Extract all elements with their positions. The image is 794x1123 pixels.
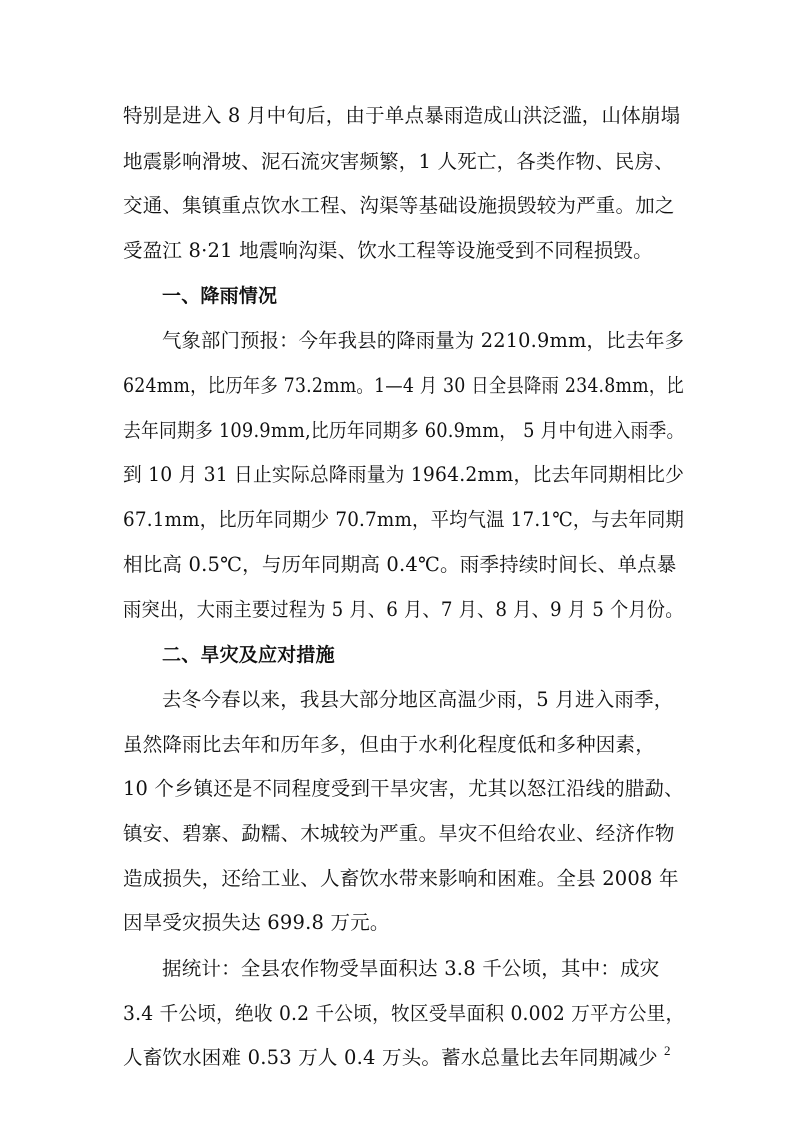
rainfall-line-4: 到 10 月 31 日止实际总降雨量为 1964.2mm，比去年同期相比少 bbox=[123, 463, 685, 486]
drought-line-4: 镇安、碧寨、勐糯、木城较为严重。旱灾不但给农业、经济作物 bbox=[123, 822, 675, 845]
drought-line-2: 虽然降雨比去年和历年多，但由于水利化程度低和多种因素， bbox=[123, 733, 655, 756]
stats-line-1: 据统计：全县农作物受旱面积达 3.8 千公顷，其中：成灾 bbox=[162, 957, 660, 980]
rainfall-line-7: 雨突出，大雨主要过程为 5 月、6 月、7 月、8 月、9 月 5 个月份。 bbox=[123, 598, 684, 621]
rainfall-line-6: 相比高 0.5℃，与历年同期高 0.4℃。雨季持续时间长、单点暴 bbox=[123, 553, 677, 576]
rainfall-line-2: 624mm，比历年多 73.2mm。1—4 月 30 日全县降雨 234.8mm，比 bbox=[123, 374, 685, 397]
rainfall-line-5: 67.1mm，比历年同期少 70.7mm，平均气温 17.1℃，与去年同期 bbox=[123, 508, 685, 531]
rainfall-line-1: 气象部门预报：今年我县的降雨量为 2210.9mm，比去年多 bbox=[162, 329, 685, 352]
intro-line-4: 受盈江 8·21 地震响沟渠、饮水工程等设施受到不同程损毁。 bbox=[123, 239, 653, 262]
rainfall-line-3: 去年同期多 109.9mm,比历年同期多 60.9mm， 5 月中旬进入雨季。 bbox=[123, 419, 685, 442]
stats-line-2: 3.4 千公顷，绝收 0.2 千公顷，牧区受旱面积 0.002 万平方公里， bbox=[123, 1002, 685, 1025]
section-heading-drought: 二、旱灾及应对措施 bbox=[162, 644, 335, 666]
intro-line-3: 交通、集镇重点饮水工程、沟渠等基础设施损毁较为严重。加之 bbox=[123, 194, 675, 217]
section-heading-rainfall: 一、降雨情况 bbox=[162, 285, 278, 307]
intro-line-2: 地震影响滑坡、泥石流灾害频繁，1 人死亡，各类作物、民房、 bbox=[123, 150, 674, 173]
intro-line-1: 特别是进入 8 月中旬后，由于单点暴雨造成山洪泛滥，山体崩塌 bbox=[123, 104, 681, 127]
drought-line-3: 10 个乡镇还是不同程度受到干旱灾害，尤其以怒江沿线的腊勐、 bbox=[123, 777, 684, 800]
drought-line-6: 因旱受灾损失达 699.8 万元。 bbox=[123, 911, 390, 934]
drought-line-5: 造成损失，还给工业、人畜饮水带来影响和困难。全县 2008 年 bbox=[123, 867, 679, 890]
drought-line-1: 去冬今春以来，我县大部分地区高温少雨，5 月进入雨季， bbox=[162, 688, 674, 711]
page-number: 2 bbox=[664, 1043, 671, 1058]
stats-line-3: 人畜饮水困难 0.53 万人 0.4 万头。蓄水总量比去年同期减少 bbox=[123, 1046, 658, 1069]
